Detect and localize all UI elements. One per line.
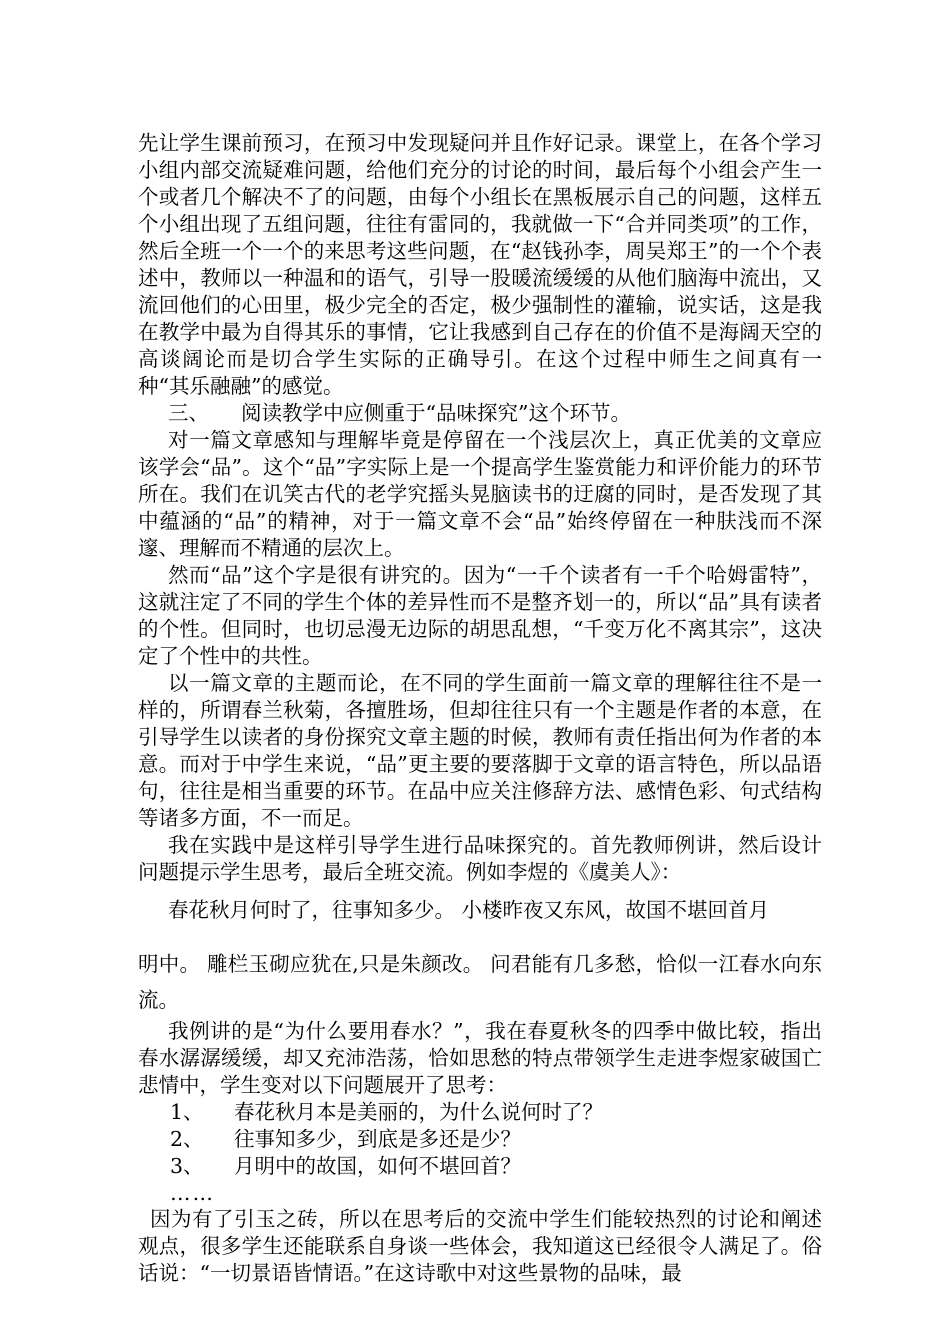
paragraph-7: 因为有了引玉之砖，所以在思考后的交流中学生们能较热烈的讨论和阐述观点，很多学生还能联系自身谈一些体会，我知道这已经很令人满足了。俗话说：“一切景语皆情语。”在这诗歌中对这些景物的品味，最 <box>138 1207 822 1285</box>
document-page <box>138 130 822 1287</box>
section-title: 阅读教学中应侧重于“品味探究”这个环节。 <box>241 401 631 425</box>
paragraph-3: 然而“品”这个字是很有讲究的。因为“一千个读者有一千个哈姆雷特”，这就注定了不同的学生个体的差异性而不是整齐划一的，所以“品”具有读者的个性。但同时，也切忌漫无边际的胡思乱想，“千变万化不离其宗”，这决定了个性中的共性。 <box>138 563 822 668</box>
question-number: 2、 <box>170 1127 204 1151</box>
paragraph-5: 我在实践中是这样引导学生进行品味探究的。首先教师例讲，然后设计问题提示学生思考，最后全班交流。例如李煜的《虞美人》： <box>138 833 822 884</box>
poem-line-1: 春花秋月何时了，往事知多少。 小楼昨夜又东风，故国不堪回首月 <box>168 898 770 922</box>
paragraph-1: 先让学生课前预习，在预习中发现疑问并且作好记录。课堂上，在各个学习小组内部交流疑难问题，给他们充分的讨论的时间，最后每个小组会产生一个或者几个解决不了的问题，由每个小组长在黑板展示自己的问题，这样五个小组出现了五组问题，往往有雷同的，我就做一下“合并同类项”的工作，然后全班一个一个的来思考这些问题，在“赵钱孙李，周吴郑王”的一个个表述中，教师以一种温和的语气，引导一股暖流缓缓的从他们脑海中流出，又流回他们的心田里，极少完全的否定，极少强制性的灌输，说实话，这是我在教学中最为自得其乐的事情，它让我感到自己存在的价值不是海阔天空的高谈阔论而是切合学生实际的正确导引。在这个过程中师生之间真有一种“其乐融融”的感觉。 <box>138 131 822 398</box>
question-text: 往事知多少，到底是多还是少？ <box>234 1127 521 1151</box>
paragraph-2: 对一篇文章感知与理解毕竟是停留在一个浅层次上，真正优美的文章应该学会“品”。这个“品”字实际上是一个提高学生鉴赏能力和评价能力的环节所在。我们在讥笑古代的老学究摇头晃脑读书的迂腐的同时，是否发现了其中蕴涵的“品”的精神，对于一篇文章不会“品”始终停留在一种肤浅而不深邃、理解而不精通的层次上。 <box>138 428 822 560</box>
section-number: 三、 <box>168 401 209 425</box>
section-heading-3 <box>138 400 822 427</box>
question-number: 1、 <box>170 1100 204 1124</box>
poem-line-2: 明中。 雕栏玉砌应犹在,只是朱颜改。 问君能有几多愁，恰似一江春水向东流。 <box>138 952 822 1012</box>
paragraph-4: 以一篇文章的主题而论，在不同的学生面前一篇文章的理解往往不是一样的，所谓春兰秋菊，各擅胜场，但却往往只有一个主题是作者的本意，在引导学生以读者的身份探究文章主题的时候，教师有责任指出何为作者的本意。而对于中学生来说，“品”更主要的要落脚于文章的语言特色，所以品语句，往往是相当重要的环节。在品中应关注修辞方法、感情色彩、句式结构等诸多方面，不一而足。 <box>138 671 822 830</box>
question-text: 月明中的故国，如何不堪回首？ <box>234 1154 521 1178</box>
paragraph-6: 我例讲的是“为什么要用春水？”，我在春夏秋冬的四季中做比较，指出春水潺潺缓缓，却又充沛浩荡，恰如思愁的特点带领学生走进李煜家破国亡悲情中，学生变对以下问题展开了思考： <box>138 1019 822 1097</box>
question-item-3 <box>138 1153 822 1180</box>
question-text: 春花秋月本是美丽的，为什么说何时了？ <box>234 1100 603 1124</box>
ellipsis: …… <box>170 1181 215 1205</box>
question-item-2 <box>138 1126 822 1153</box>
question-number: 3、 <box>170 1154 204 1178</box>
question-item-1 <box>138 1099 822 1126</box>
